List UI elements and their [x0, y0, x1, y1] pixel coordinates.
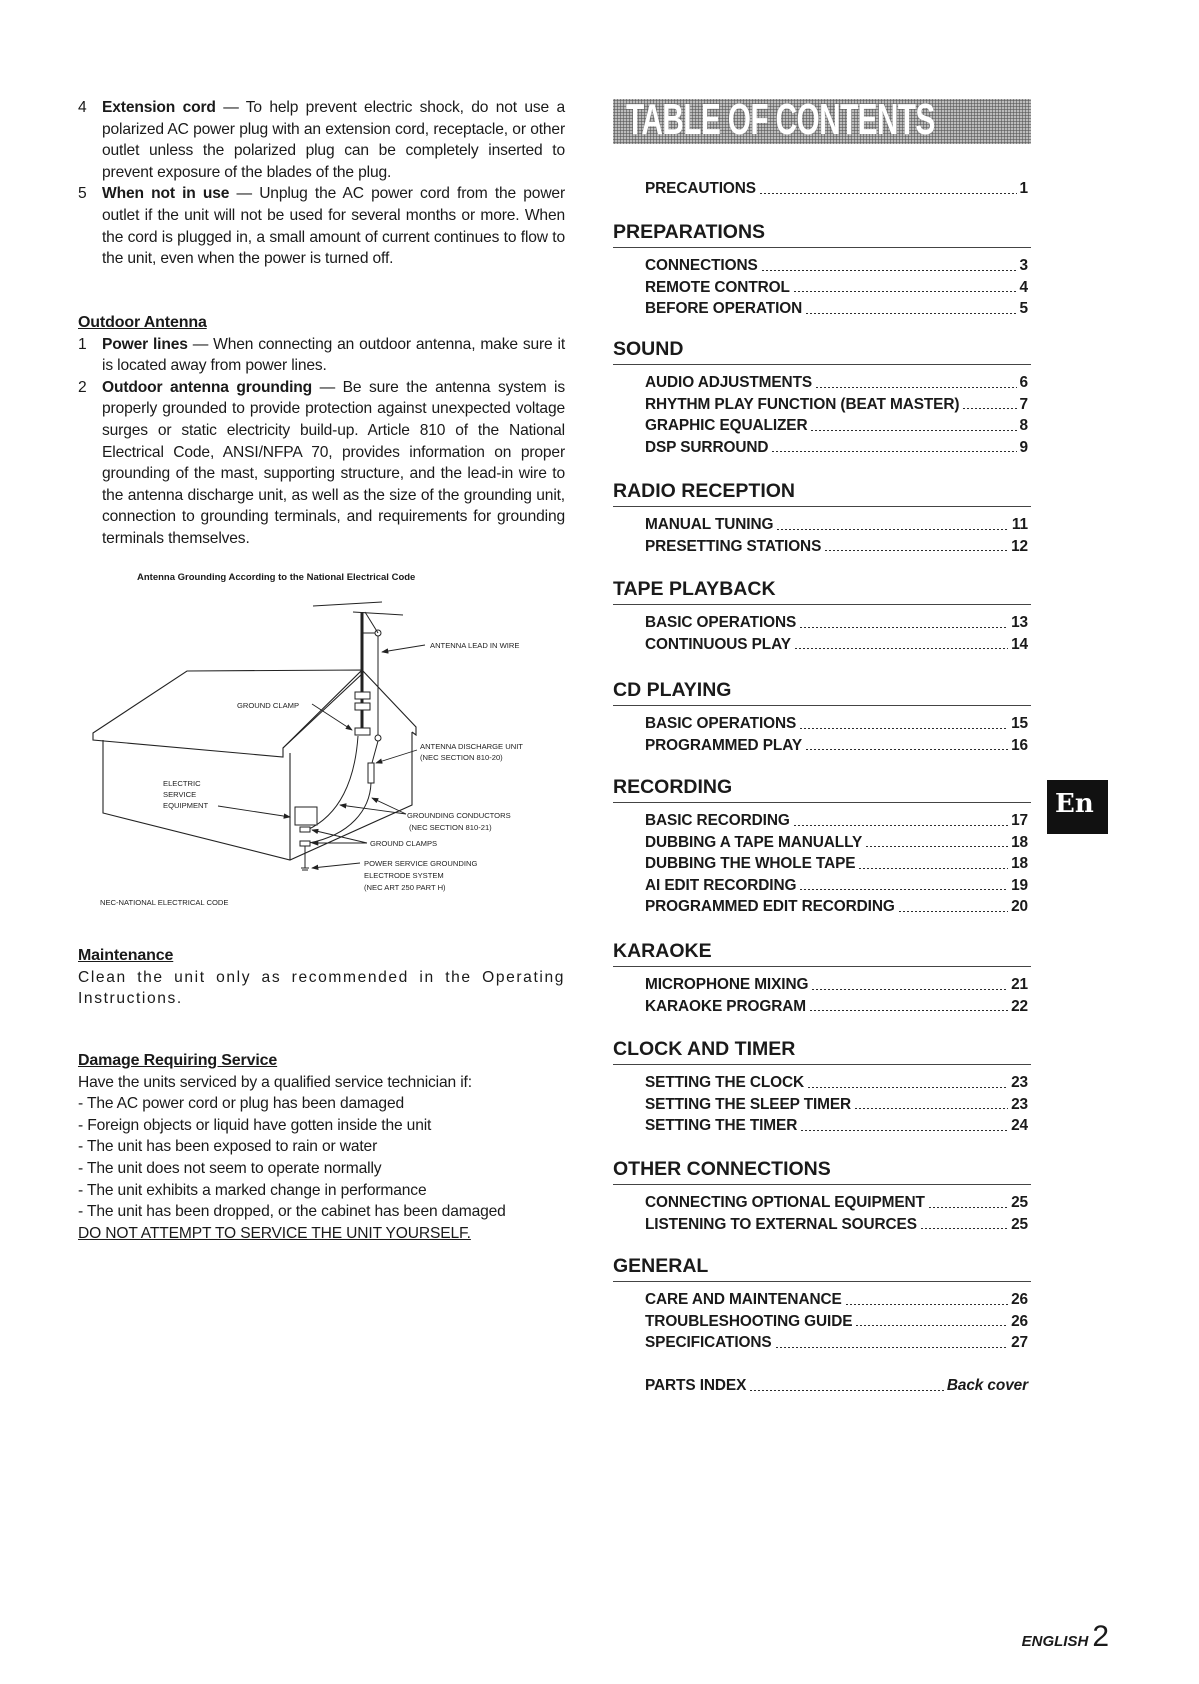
page-footer	[1022, 1620, 1109, 1654]
damage-intro: Have the units serviced by a qualified service technician if:	[78, 1073, 472, 1091]
label-ground-clamps: GROUND CLAMPS	[370, 839, 438, 848]
dot-leader	[805, 748, 1008, 751]
section-heading: Outdoor Antenna	[78, 314, 207, 331]
dot-leader	[928, 1206, 1008, 1209]
toc-section	[613, 220, 1031, 320]
dot-leader	[799, 727, 1008, 730]
dot-leader	[824, 549, 1008, 552]
toc-entry[interactable]: PARTS INDEX Back cover	[645, 1377, 1028, 1394]
toc-entry[interactable]: SPECIFICATIONS 27	[645, 1334, 1028, 1351]
toc-section	[613, 678, 1031, 756]
toc-entry[interactable]: KARAOKE PROGRAM 22	[645, 997, 1028, 1015]
maintenance-section	[78, 945, 565, 1010]
dot-leader	[920, 1227, 1008, 1230]
label-electric: ELECTRIC	[163, 779, 201, 788]
toc-parts-index	[613, 1375, 1031, 1397]
label-electrode-system: ELECTRODE SYSTEM	[364, 871, 444, 880]
dot-leader	[775, 1346, 1008, 1349]
toc-header	[613, 99, 1031, 144]
dot-leader	[799, 888, 1008, 891]
dot-leader	[865, 845, 1008, 848]
toc-entry[interactable]: DSP SURROUND 9	[645, 438, 1028, 456]
diagram-caption: Antenna Grounding According to the National Electrical Code	[137, 572, 416, 583]
toc-entry[interactable]: MICROPHONE MIXING 21	[645, 976, 1028, 993]
toc-entry[interactable]: BASIC RECORDING 17	[645, 812, 1028, 829]
damage-bullet: - The unit has been exposed to rain or water	[78, 1138, 378, 1156]
service-warning: DO NOT ATTEMPT TO SERVICE THE UNIT YOURSELF.	[78, 1224, 471, 1242]
toc-entry[interactable]: BEFORE OPERATION 5	[645, 300, 1028, 317]
dot-leader	[811, 988, 1008, 991]
dot-leader	[776, 528, 1009, 531]
list-item: 2 Outdoor antenna grounding — Be sure the antenna system is properly grounded to provide protection against unexpected voltage surges or static electricity build-up. Article 810 of the National Electrical Code, ANSI/NFPA 70, provides information on proper grounding of the mast, supporting structure, and the lead-in wire to the antenna discharge unit, as well as the size of the grounding unit, connection to grounding terminals, and requirements for grounding terminals themselves.	[78, 378, 565, 547]
toc-entry[interactable]: CONTINUOUS PLAY 14	[645, 635, 1028, 653]
toc-entry[interactable]: TROUBLESHOOTING GUIDE 26	[645, 1312, 1028, 1330]
dot-leader	[794, 647, 1008, 650]
page-number: 2	[1092, 1620, 1109, 1653]
toc-entry[interactable]: DUBBING A TAPE MANUALLY 18	[645, 833, 1028, 851]
footer-language: ENGLISH	[1021, 1633, 1089, 1650]
toc-section	[613, 1254, 1031, 1354]
toc-entry[interactable]: BASIC OPERATIONS 13	[645, 614, 1028, 631]
dot-leader	[805, 312, 1016, 315]
dot-leader	[962, 407, 1016, 410]
toc-section	[613, 577, 1031, 655]
damage-section	[78, 1050, 565, 1244]
toc-section	[613, 479, 1031, 557]
toc-section-heading: RADIO RECEPTION	[613, 479, 1031, 507]
toc-section-heading: CLOCK AND TIMER	[613, 1037, 1031, 1065]
damage-bullet: - The unit exhibits a marked change in performance	[78, 1181, 427, 1199]
toc-entry[interactable]: DUBBING THE WHOLE TAPE 18	[645, 855, 1028, 872]
label-power-service: POWER SERVICE GROUNDING	[364, 859, 478, 868]
toc-entry[interactable]: CONNECTING OPTIONAL EQUIPMENT 25	[645, 1194, 1028, 1211]
dot-leader	[807, 1086, 1008, 1089]
toc-section-heading: TAPE PLAYBACK	[613, 577, 1031, 605]
dot-leader	[761, 269, 1017, 272]
antenna-grounding-diagram	[90, 590, 570, 920]
dot-leader	[749, 1389, 944, 1392]
dot-leader	[800, 1129, 1008, 1132]
dot-leader	[771, 450, 1016, 453]
toc-entry[interactable]: AUDIO ADJUSTMENTS 6	[645, 374, 1028, 391]
label-ground-clamp: GROUND CLAMP	[237, 701, 300, 710]
damage-bullet: - The unit does not seem to operate normally	[78, 1159, 382, 1177]
toc-entry[interactable]: BASIC OPERATIONS 15	[645, 715, 1028, 732]
toc-precautions	[613, 178, 1031, 200]
dot-leader	[858, 867, 1008, 870]
language-tab: En	[1047, 780, 1108, 834]
dot-leader	[799, 626, 1008, 629]
label-nec-note: NEC-NATIONAL ELECTRICAL CODE	[100, 898, 229, 907]
toc-entry[interactable]: RHYTHM PLAY FUNCTION (BEAT MASTER) 7	[645, 395, 1028, 413]
list-item: 4 Extension cord — To help prevent electric shock, do not use a polarized AC power plug with an extension cord, receptacle, or other outlet unless the polarized plug can be completely inserted to prevent exposure of the blades of the plug.	[78, 99, 565, 181]
toc-section	[613, 1037, 1031, 1137]
section-heading: Maintenance	[78, 947, 174, 964]
dot-leader	[759, 192, 1017, 195]
outdoor-antenna-section	[78, 312, 565, 550]
toc-entry[interactable]: SETTING THE CLOCK 23	[645, 1074, 1028, 1091]
toc-entry[interactable]: REMOTE CONTROL 4	[645, 278, 1028, 296]
dot-leader	[810, 429, 1016, 432]
label-conductors-section: (NEC SECTION 810-21)	[409, 823, 492, 832]
toc-entry[interactable]: PRECAUTIONS 1	[645, 180, 1028, 197]
dot-leader	[815, 386, 1016, 389]
toc-section-heading: KARAOKE	[613, 939, 1031, 967]
toc-entry[interactable]: SETTING THE SLEEP TIMER 23	[645, 1095, 1028, 1113]
label-grounding-conductors: GROUNDING CONDUCTORS	[407, 811, 511, 820]
toc-section	[613, 337, 1031, 458]
toc-title: TABLE OF CONTENTS	[626, 99, 935, 144]
maintenance-text: Clean the unit only as recommended in the Operating Instructions.	[78, 968, 565, 1008]
dot-leader	[845, 1303, 1008, 1306]
toc-section-heading: SOUND	[613, 337, 1031, 365]
toc-entry[interactable]: PROGRAMMED EDIT RECORDING 20	[645, 898, 1028, 915]
dot-leader	[793, 824, 1008, 827]
dot-leader	[854, 1107, 1008, 1110]
toc-entry[interactable]: CARE AND MAINTENANCE 26	[645, 1291, 1028, 1308]
antenna-mast	[295, 602, 403, 870]
toc-section	[613, 775, 1031, 918]
toc-entry[interactable]: SETTING THE TIMER 24	[645, 1117, 1028, 1134]
toc-entry[interactable]: AI EDIT RECORDING 19	[645, 876, 1028, 894]
toc-section-heading: GENERAL	[613, 1254, 1031, 1282]
toc-entry[interactable]: MANUAL TUNING 11	[645, 516, 1028, 533]
precautions-continued	[78, 97, 565, 270]
dot-leader	[809, 1009, 1008, 1012]
toc-entry[interactable]: CONNECTIONS 3	[645, 257, 1028, 274]
toc-entry[interactable]: PROGRAMMED PLAY 16	[645, 736, 1028, 754]
label-service: SERVICE	[163, 790, 197, 799]
damage-bullet: - The AC power cord or plug has been damaged	[78, 1095, 404, 1113]
toc-section-heading: OTHER CONNECTIONS	[613, 1157, 1031, 1185]
label-nec-art: (NEC ART 250 PART H)	[364, 883, 446, 892]
toc-entry[interactable]: PRESETTING STATIONS 12	[645, 537, 1028, 555]
toc-section	[613, 1157, 1031, 1235]
damage-bullet: - The unit has been dropped, or the cabinet has been damaged	[78, 1203, 506, 1221]
label-antenna-lead-in: ANTENNA LEAD IN WIRE	[430, 641, 520, 650]
list-item: 5 When not in use — Unplug the AC power cord from the power outlet if the unit will not be used for several months or more. When the cord is plugged in, a small amount of current continues to flow to the unit, even when the power is turned off.	[78, 185, 565, 268]
toc-section	[613, 939, 1031, 1017]
label-equipment: EQUIPMENT	[163, 801, 209, 810]
list-item: 1 Power lines — When connecting an outdoor antenna, make sure it is located away from power lines.	[78, 335, 566, 375]
damage-bullet: - Foreign objects or liquid have gotten inside the unit	[78, 1116, 432, 1134]
label-discharge-unit: ANTENNA DISCHARGE UNIT	[420, 742, 523, 751]
toc-section-heading: PREPARATIONS	[613, 220, 1031, 248]
dot-leader	[793, 290, 1017, 293]
toc-entry[interactable]: LISTENING TO EXTERNAL SOURCES 25	[645, 1215, 1028, 1233]
dot-leader	[855, 1324, 1008, 1327]
section-heading: Damage Requiring Service	[78, 1052, 278, 1069]
toc-section-heading: CD PLAYING	[613, 678, 1031, 706]
dot-leader	[898, 910, 1008, 913]
label-discharge-section: (NEC SECTION 810-20)	[420, 753, 503, 762]
toc-entry[interactable]: GRAPHIC EQUALIZER 8	[645, 417, 1028, 434]
toc-section-heading: RECORDING	[613, 775, 1031, 803]
